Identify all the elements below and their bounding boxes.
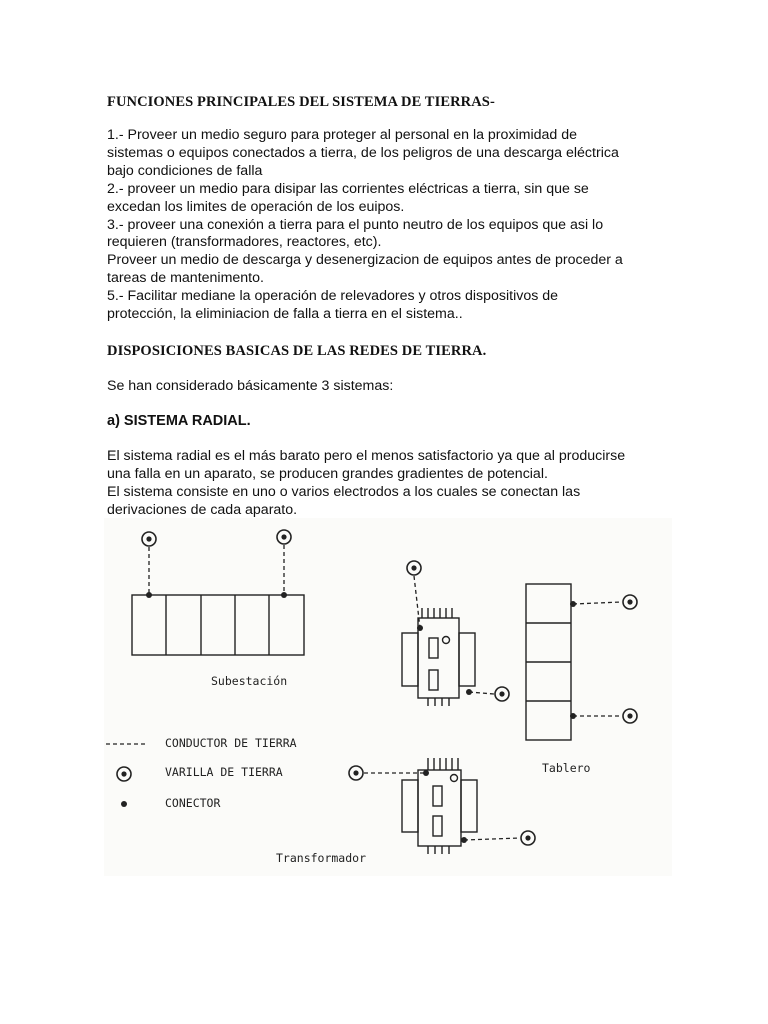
text-line: tareas de mantenimento.: [107, 270, 264, 287]
text-line: requieren (transformadores, reactores, etc).: [107, 234, 382, 251]
radial-grounding-diagram: [104, 518, 672, 876]
connector-dot-icon: [281, 592, 287, 598]
text-line: 5.- Facilitar mediane la operación de relevadores y otros dispositivos de: [107, 288, 559, 305]
text-line: 1.- Proveer un medio seguro para proteger al personal en la proximidad de: [107, 127, 578, 143]
sistema-radial-paragraph: [107, 448, 667, 520]
legend-conductor-label: CONDUCTOR DE TIERRA: [165, 736, 297, 750]
text-line: El sistema radial es el más barato pero el menos satisfactorio ya que al producirse: [107, 448, 626, 464]
label-transformador: Transformador: [276, 851, 367, 865]
text-line: Proveer un medio de descarga y desenergizacion de equipos antes de proceder a: [107, 252, 623, 269]
connector-dot-icon: [146, 592, 152, 598]
label-tablero: Tablero: [542, 761, 591, 775]
section-heading-disposiciones: DISPOSICIONES BASICAS DE LAS REDES DE TIERRA.: [107, 343, 487, 359]
text-line: excedan los limites de operación de los euipos.: [107, 198, 405, 215]
section-heading-sistema-radial: a) SISTEMA RADIAL.: [107, 413, 251, 429]
legend-connector-dot-icon: [121, 801, 127, 807]
text-line: 2.- proveer un medio para disipar las corrientes eléctricas a tierra, sin que se: [107, 180, 589, 197]
connector-dot-icon: [466, 689, 472, 695]
connector-dot-icon: [423, 770, 429, 776]
label-subestacion: Subestación: [211, 674, 288, 688]
text-line: derivaciones de cada aparato.: [107, 501, 298, 518]
text-line: sistemas o equipos conectados a tierra, de los peligros de una descarga eléctrica: [107, 144, 619, 161]
text-line: protección, la eliminiacion de falla a tierra en el sistema..: [107, 306, 463, 323]
legend-varilla-label: VARILLA DE TIERRA: [165, 765, 283, 779]
text-line: bajo condiciones de falla: [107, 162, 263, 179]
text-line: El sistema consiste en uno o varios electrodos a los cuales se conectan las: [107, 483, 581, 500]
section-heading-funciones: FUNCIONES PRINCIPALES DEL SISTEMA DE TIERRAS-: [107, 94, 495, 110]
funciones-paragraph: [107, 127, 667, 324]
connector-dot-icon: [417, 625, 423, 631]
text-line: 3.- proveer una conexión a tierra para el punto neutro de los equipos que asi lo: [107, 216, 604, 233]
legend-conector-label: CONECTOR: [165, 796, 221, 810]
disposiciones-intro: Se han considerado básicamente 3 sistemas:: [107, 378, 394, 394]
text-line: una falla en un aparato, se producen grandes gradientes de potencial.: [107, 465, 548, 482]
